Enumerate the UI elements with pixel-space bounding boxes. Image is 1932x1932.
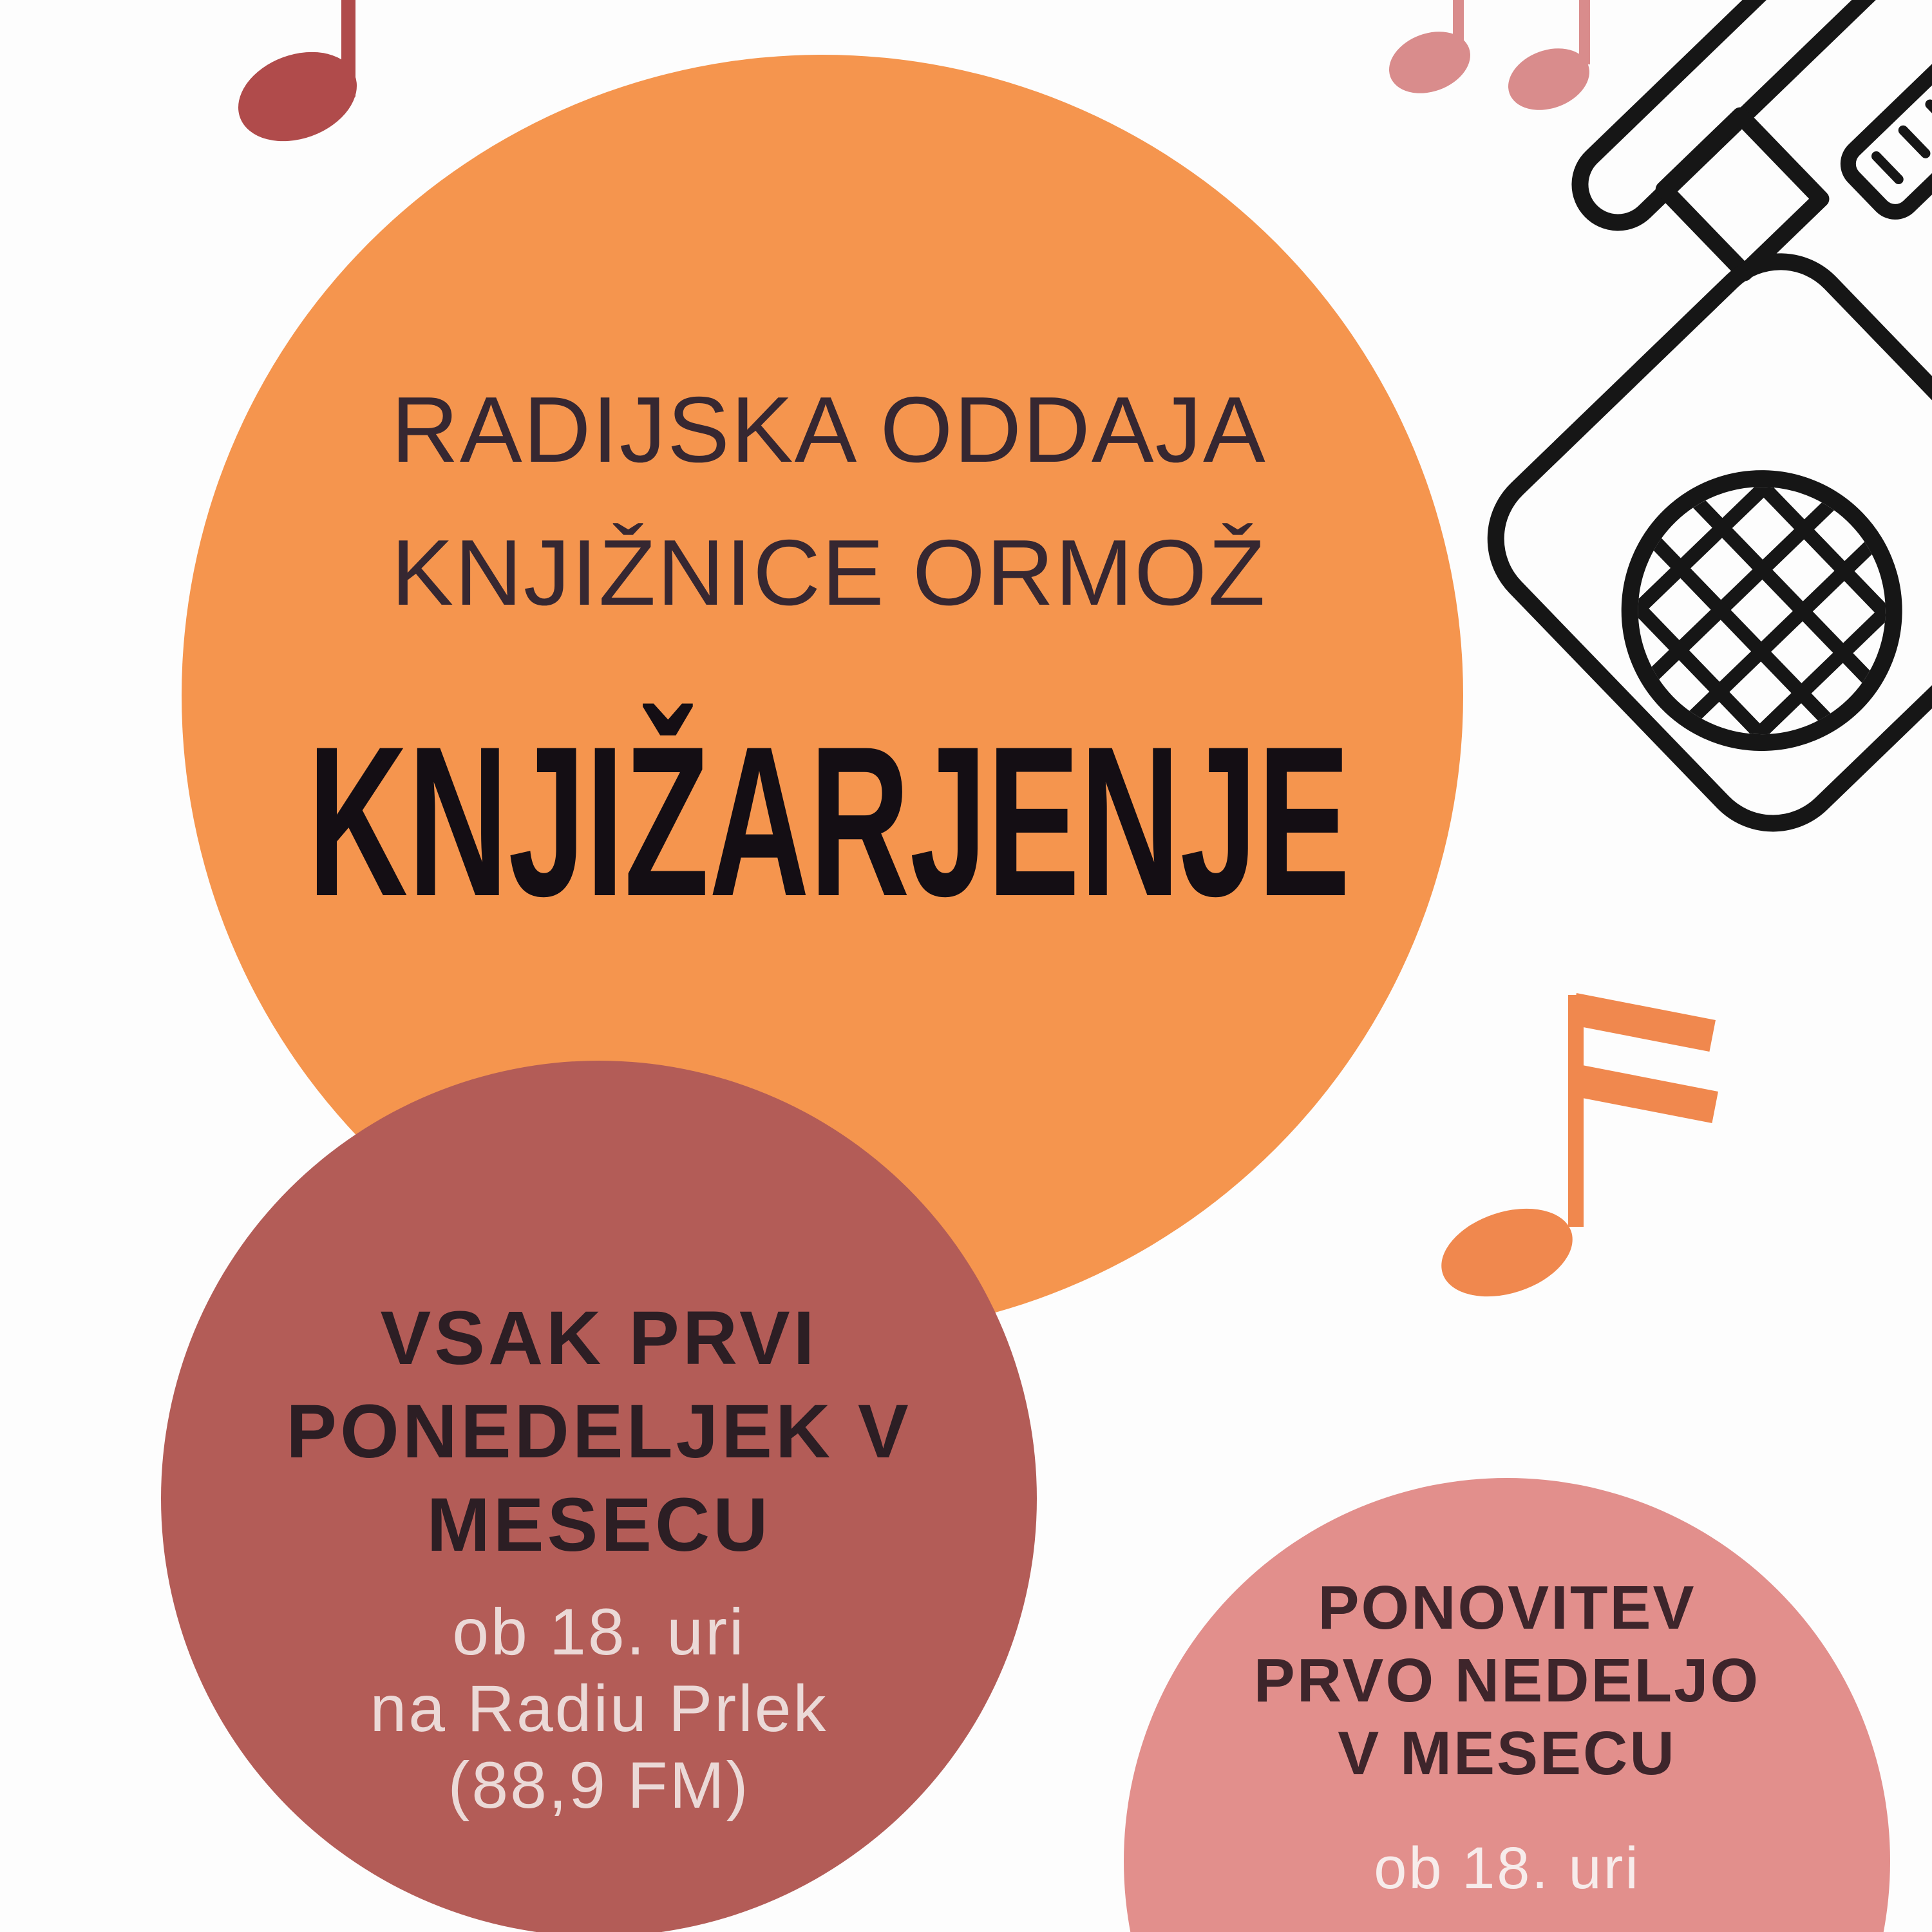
broadcast-schedule-heading bbox=[52, 1292, 1146, 1572]
note-stem bbox=[1579, 0, 1590, 64]
heading-line: VSAK PRVI bbox=[380, 1296, 818, 1381]
heading-line: V MESECU bbox=[1338, 1719, 1676, 1788]
show-subtitle bbox=[0, 358, 1658, 644]
rerun-time-detail: ob 18. uri bbox=[1374, 1835, 1640, 1901]
note-stem bbox=[341, 0, 355, 97]
heading-line: PONOVITEV bbox=[1318, 1573, 1696, 1642]
detail-line: na Radiu Prlek bbox=[370, 1672, 828, 1745]
note-head bbox=[1430, 1193, 1584, 1312]
heading-line: PONEDELJEK V bbox=[286, 1389, 912, 1474]
radio-handle-connector bbox=[1664, 115, 1821, 272]
rerun-schedule-heading bbox=[960, 1571, 1932, 1790]
heading-line: MESECU bbox=[426, 1482, 772, 1567]
detail-line: (88,9 FM) bbox=[448, 1748, 750, 1822]
note-stem bbox=[1568, 995, 1584, 1227]
note-beam bbox=[1573, 1065, 1718, 1123]
show-title: KNJIŽARJENJE bbox=[307, 702, 1350, 941]
note-beam bbox=[1570, 993, 1715, 1052]
note-stem bbox=[1453, 0, 1464, 52]
detail-line: ob 18. uri bbox=[452, 1595, 746, 1669]
radio-keys-panel bbox=[1840, 0, 1932, 220]
heading-line: PRVO NEDELJO bbox=[1253, 1646, 1761, 1715]
subtitle-line: RADIJSKA ODDAJA bbox=[391, 377, 1267, 482]
subtitle-line: KNJIŽNICE ORMOŽ bbox=[391, 520, 1267, 625]
